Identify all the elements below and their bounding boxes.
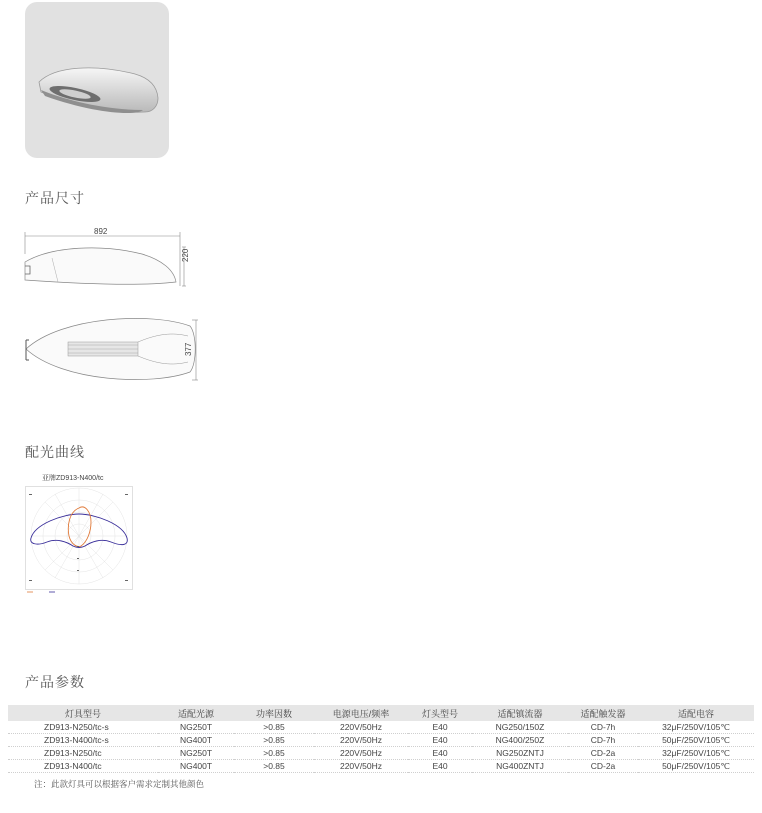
cell-voltage: 220V/50Hz <box>314 760 408 773</box>
cell-model: ZD913-N250/tc <box>8 747 158 760</box>
cell-ignitor: CD-7h <box>568 721 638 734</box>
cell-capacitor: 32μF/250V/105℃ <box>638 747 754 760</box>
cell-capacitor: 50μF/250V/105℃ <box>638 734 754 747</box>
dimensions-section-title: 产品尺寸 <box>25 191 85 207</box>
cell-light-source: NG250T <box>158 721 234 734</box>
cell-light-source: NG250T <box>158 747 234 760</box>
customization-note: 注：此款灯具可以根据客户需求定制其他颜色 <box>34 780 205 790</box>
side-view-drawing <box>22 226 202 292</box>
cell-light-source: NG400T <box>158 734 234 747</box>
spec-table <box>8 705 754 773</box>
spec-table-header-row <box>8 705 754 721</box>
header-light-source: 适配光源 <box>177 708 214 719</box>
cell-lamp-base: E40 <box>408 734 472 747</box>
cell-power-factor: >0.85 <box>234 721 314 734</box>
cell-lamp-base: E40 <box>408 721 472 734</box>
cell-voltage: 220V/50Hz <box>314 734 408 747</box>
cell-voltage: 220V/50Hz <box>314 747 408 760</box>
cell-light-source: NG400T <box>158 760 234 773</box>
header-power-factor: 功率因数 <box>255 708 292 719</box>
cell-power-factor: >0.85 <box>234 734 314 747</box>
cell-capacitor: 32μF/250V/105℃ <box>638 721 754 734</box>
length-dimension: 892 <box>94 227 108 236</box>
cell-lamp-base: E40 <box>408 760 472 773</box>
cell-model: ZD913-N400/tc <box>8 760 158 773</box>
table-row <box>8 721 754 734</box>
cell-capacitor: 50μF/250V/105℃ <box>638 760 754 773</box>
street-lamp-photo <box>25 2 169 158</box>
light-curve-section-title: 配光曲线 <box>25 445 85 461</box>
header-lamp-base: 灯头型号 <box>421 708 458 719</box>
cell-ignitor: CD-7h <box>568 734 638 747</box>
cell-ballast: NG250ZNTJ <box>472 747 568 760</box>
polar-chart-title: 亚牌ZD913-N400/tc <box>42 475 104 482</box>
height-dimension: 220 <box>181 248 190 262</box>
width-dimension: 377 <box>184 342 193 356</box>
cell-ballast: NG400/250Z <box>472 734 568 747</box>
polar-light-distribution-chart <box>25 486 133 594</box>
header-model: 灯具型号 <box>64 708 101 719</box>
cell-voltage: 220V/50Hz <box>314 721 408 734</box>
header-capacitor: 适配电容 <box>677 708 714 719</box>
cell-lamp-base: E40 <box>408 747 472 760</box>
top-view-drawing <box>22 314 202 386</box>
cell-model: ZD913-N400/tc-s <box>8 734 158 747</box>
cell-ballast: NG250/150Z <box>472 721 568 734</box>
table-row <box>8 747 754 760</box>
header-ignitor: 适配触发器 <box>580 708 626 719</box>
header-ballast: 适配镇流器 <box>497 708 543 719</box>
header-voltage: 电源电压/频率 <box>332 708 390 719</box>
cell-power-factor: >0.85 <box>234 760 314 773</box>
table-row <box>8 760 754 773</box>
cell-ignitor: CD-2a <box>568 760 638 773</box>
cell-power-factor: >0.85 <box>234 747 314 760</box>
cell-model: ZD913-N250/tc-s <box>8 721 158 734</box>
table-row <box>8 734 754 747</box>
cell-ballast: NG400ZNTJ <box>472 760 568 773</box>
cell-ignitor: CD-2a <box>568 747 638 760</box>
product-photo-frame <box>25 2 169 158</box>
params-section-title: 产品参数 <box>25 675 85 691</box>
